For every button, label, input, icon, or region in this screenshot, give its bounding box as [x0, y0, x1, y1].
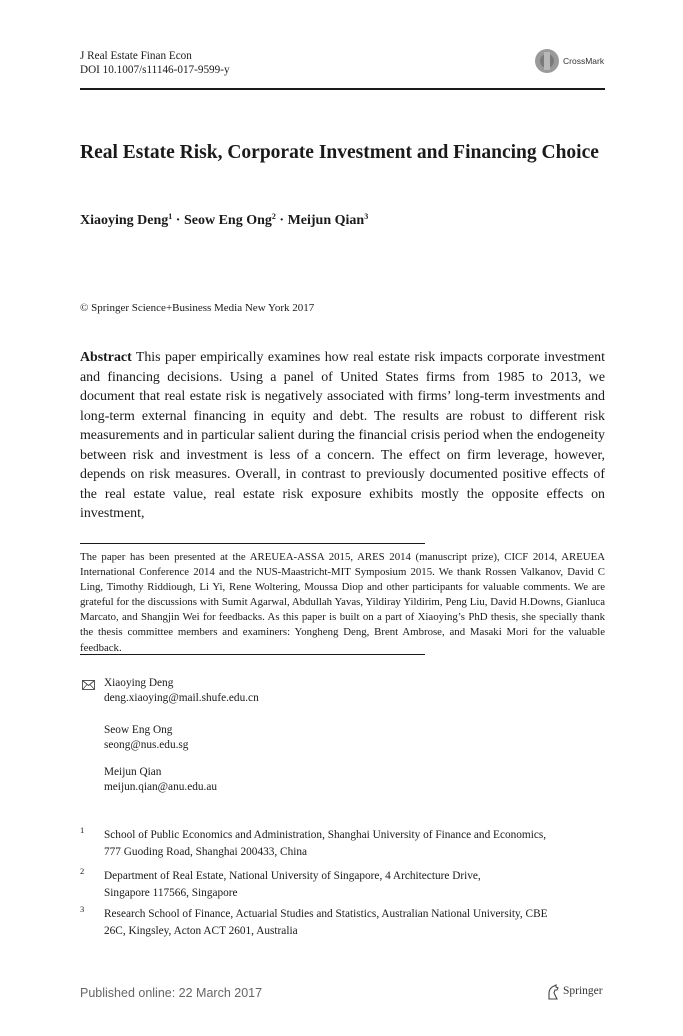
envelope-icon [82, 680, 95, 690]
affiliation-line: Research School of Finance, Actuarial Studies and Statistics, Australian National University, CBE [104, 908, 548, 920]
crossmark-label: CrossMark [563, 56, 605, 66]
copyright: © Springer Science+Business Media New York 2017 [80, 302, 315, 314]
abstract [80, 348, 605, 524]
footnote-rule [80, 543, 425, 544]
affiliation-line: 777 Guoding Road, Shanghai 200433, China [104, 846, 308, 858]
author-name: Xiaoying Deng [80, 213, 169, 228]
contact-email[interactable]: seong@nus.edu.sg [104, 739, 189, 751]
springer-logo [546, 983, 606, 1001]
affiliation-number: 1 [80, 825, 85, 835]
affiliation-line: 26C, Kingsley, Acton ACT 2601, Australia [104, 925, 298, 937]
affiliation-line: Department of Real Estate, National University of Singapore, 4 Architecture Drive, [104, 870, 481, 882]
author-affiliation-mark: 3 [364, 212, 369, 221]
affiliation-line: Singapore 117566, Singapore [104, 887, 238, 899]
author-name: Meijun Qian [287, 213, 365, 228]
contact-name: Xiaoying Deng [104, 677, 174, 689]
affiliation-number: 2 [80, 866, 85, 876]
footnote: The paper has been presented at the AREUEA-ASSA 2015, ARES 2014 (manuscript prize), CICF 2014, AREUEA International Conference 2014 and the NUS-Maastricht-MIT Symposium 2015. We thank Rossen Valkanov, David C Ling, Timothy Riddiough, Li Yi, Rene Woltering, Moussa Diop and other participants for valuable comments. We are grateful for the discussions with Sumit Agarwal, Abdullah Yavas, Yildiray Yildirim, Peng Liu, David H.Downs, Gianluca Marcato, and Shangjin Wei for feedbacks. As this paper is built on a part of Xiaoying’s PhD thesis, she specially thank the thesis committee members and examiners: Yongheng Deng, Brent Ambrose, and Masaki Mori for the valuable feedback. [80, 551, 605, 654]
crossmark-icon [535, 49, 559, 73]
affiliation-line: School of Public Economics and Administration, Shanghai University of Finance and Economics, [104, 829, 547, 841]
paper-title: Real Estate Risk, Corporate Investment and Financing Choice [80, 142, 599, 163]
contact-email[interactable]: deng.xiaoying@mail.shufe.edu.cn [104, 692, 259, 704]
doi[interactable]: DOI 10.1007/s11146-017-9599-y [80, 64, 230, 76]
affiliation [104, 868, 604, 902]
affiliation [104, 827, 604, 861]
publisher-name: Springer [563, 985, 603, 997]
header-rule [80, 88, 605, 90]
author-affiliation-mark: 1 [168, 212, 173, 221]
abstract-label: Abstract [80, 350, 132, 365]
affiliation [104, 906, 604, 940]
published-date: Published online: 22 March 2017 [80, 986, 263, 1000]
author-affiliation-mark: 2 [271, 212, 276, 221]
contact-name: Meijun Qian [104, 766, 162, 778]
author-list [80, 212, 368, 229]
author-name: Seow Eng Ong [183, 213, 272, 228]
journal-name: J Real Estate Finan Econ [80, 50, 192, 62]
springer-horse-icon [546, 984, 560, 1000]
footnote-underline [80, 654, 425, 655]
author-separator: · [175, 213, 181, 228]
abstract-text: This paper empirically examines how real estate risk impacts corporate investment and financing decisions. Using a panel of United States firms from 1985 to 2013, we document that real estate risk is negatively associated with firms’ long-term investments and long-term external financing in equity and debt. The results are robust to different risk measurements and in particular salient during the financial crisis period when the endogeneity between risk and investment is less of a concern. The effect on firm leverage, however, depends on risk measures. Overall, in contrast to previously documented positive effects of the real estate value, real estate risk exposure exhibits mostly the opposite effects on investment, [80, 350, 605, 521]
author-separator: · [279, 213, 285, 228]
affiliation-number: 3 [80, 904, 85, 914]
contact-name: Seow Eng Ong [104, 724, 173, 736]
crossmark-badge[interactable] [535, 49, 605, 75]
contact-email[interactable]: meijun.qian@anu.edu.au [104, 781, 217, 793]
